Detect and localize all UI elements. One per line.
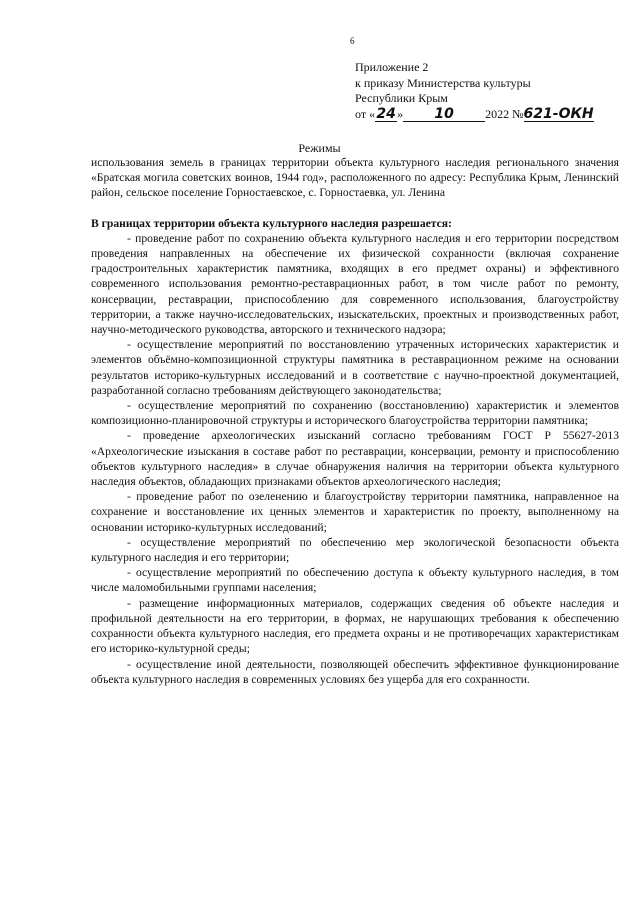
list-item: - осуществление мероприятий по обеспечению доступа к объекту культурного наследия, в том числе маломобильными группами населения; (91, 566, 619, 595)
list-item: - размещение информационных материалов, содержащих сведения об объекте наследия и профильной деятельности на его территории, в формах, не нарушающих требования к обеспечению сохранности объекта культурного наследия, его предмета охраны и не противоречащих характеристикам его историко-культурной среды; (91, 596, 619, 656)
order-year: 2022 № (485, 106, 524, 121)
list-item: - осуществление мероприятий по обеспечению мер экологической безопасности объекта культурного наследия и его территории; (91, 535, 619, 565)
list-item: - проведение работ по сохранению объекта культурного наследия и его территории посредством проведения направленных на обеспечение их физической сохранности (включая сохранение градостроительных характеристик памятника, входящих в его предмет охраны) и эффективного современного использования ремонтно-реставрационных работ, в том числе работ по ремонту, консервации, реставрации, приспособлению для современного использования, благоустройству территории, а также научно-исследовательских, изыскательских, проектных и производственных работ, научно-методического руководства, авторского и технического надзора; (91, 231, 619, 337)
list-item: - осуществление мероприятий по восстановлению утраченных исторических характеристик и элементов объёмно-композиционной структуры памятника в реставрационном режиме на основании результатов историко-культурных исследований и в соответствие с научно-проектной документацией, разработанной согласно требованиям действующего законодательства; (91, 338, 619, 397)
order-date-line (355, 107, 594, 123)
appendix-line-2: к приказу Министерства культуры (355, 75, 531, 90)
appendix-line-3: Республики Крым (355, 91, 448, 105)
page-number: 6 (350, 36, 355, 46)
document-title: Режимы (298, 141, 341, 155)
appendix-line-1: Приложение 2 (355, 60, 429, 74)
list-item: - осуществление иной деятельности, позволяющей обеспечить эффективное функционирование объекта культурного наследия в современных условиях без ущерба для его сохранности. (91, 657, 619, 686)
section-heading: В границах территории объекта культурного наследия разрешается: (91, 216, 452, 230)
appendix-block (355, 60, 594, 122)
date-mid: » (397, 106, 404, 121)
handwritten-day: 24 (376, 105, 396, 122)
list-item: - проведение археологических изысканий согласно требованиям ГОСТ Р 55627-2013 «Археологические изыскания в составе работ по реставрации, консервации, ремонту и приспособлению объектов культурного наследия» в случае обнаружения наличия на территории объекта культурного наследия объектов, обладающих признаками объектов археологического наследия; (91, 429, 619, 489)
handwritten-month: 10 (403, 108, 485, 122)
handwritten-order-number: 621-ОКН (523, 105, 594, 122)
date-prefix: от « (355, 106, 376, 121)
document-body (91, 155, 619, 687)
list-item: - проведение работ по озеленению и благоустройству территории памятника, направленное на сохранение и восстановление их ценных элементов и характеристик по проекту, выполненному на основании историко-культурных исследований; (91, 490, 619, 534)
intro-paragraph: использования земель в границах территории объекта культурного наследия регионального значения «Братская могила советских воинов, 1944 год», расположенного по адресу: Республика Крым, Ленинский район, сельское поселение Горностаевское, с. Горностаевка, ул. Ленина (91, 156, 619, 200)
list-item: - осуществление мероприятий по сохранению (восстановлению) характеристик и элементов композиционно-планировочной структуры и исторического благоустройства территории памятника; (91, 399, 619, 428)
